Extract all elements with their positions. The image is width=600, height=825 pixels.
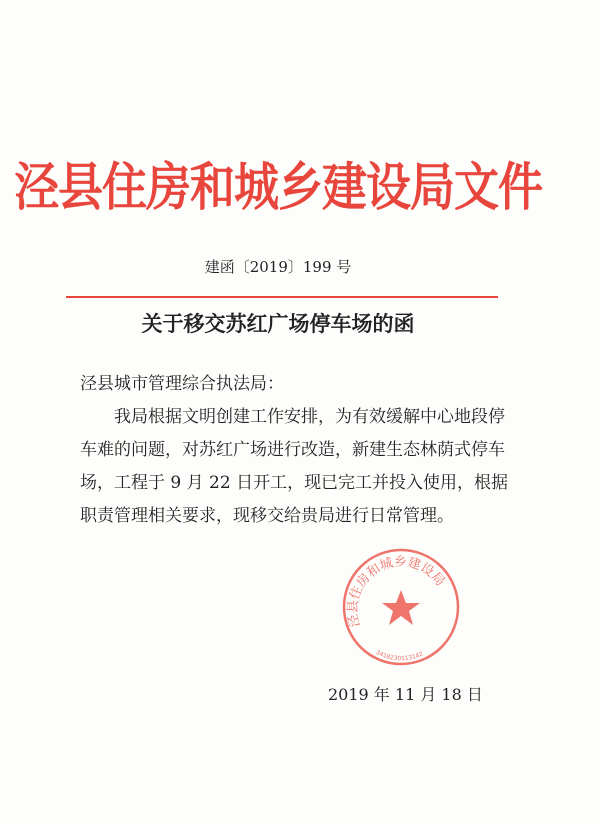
document-date: 2019 年 11 月 18 日	[328, 685, 483, 704]
seal-code: 3418230113142	[374, 648, 425, 663]
star-icon	[382, 590, 420, 625]
salutation: 泾县城市管理综合执法局：	[80, 374, 284, 394]
official-seal-stamp	[340, 546, 462, 668]
body-paragraph: 我局根据文明创建工作安排，为有效缓解中心地段停车难的问题，对苏红广场进行改造，新建生态林荫式停车场，工程于 9 月 22 日开工，现已完工并投入使用，根据职责管理相关要求，现移交给贵局进行日常管理。	[80, 407, 509, 526]
document-title: 泾县住房和城乡建设局文件	[13, 156, 542, 218]
document-subject: 关于移交苏红广场停车场的函	[141, 311, 415, 336]
seal-text: 泾县住房和城乡建设局	[345, 554, 448, 629]
document-number: 建函〔2019〕199 号	[204, 258, 352, 276]
document-body	[80, 368, 520, 533]
red-divider	[66, 296, 498, 298]
